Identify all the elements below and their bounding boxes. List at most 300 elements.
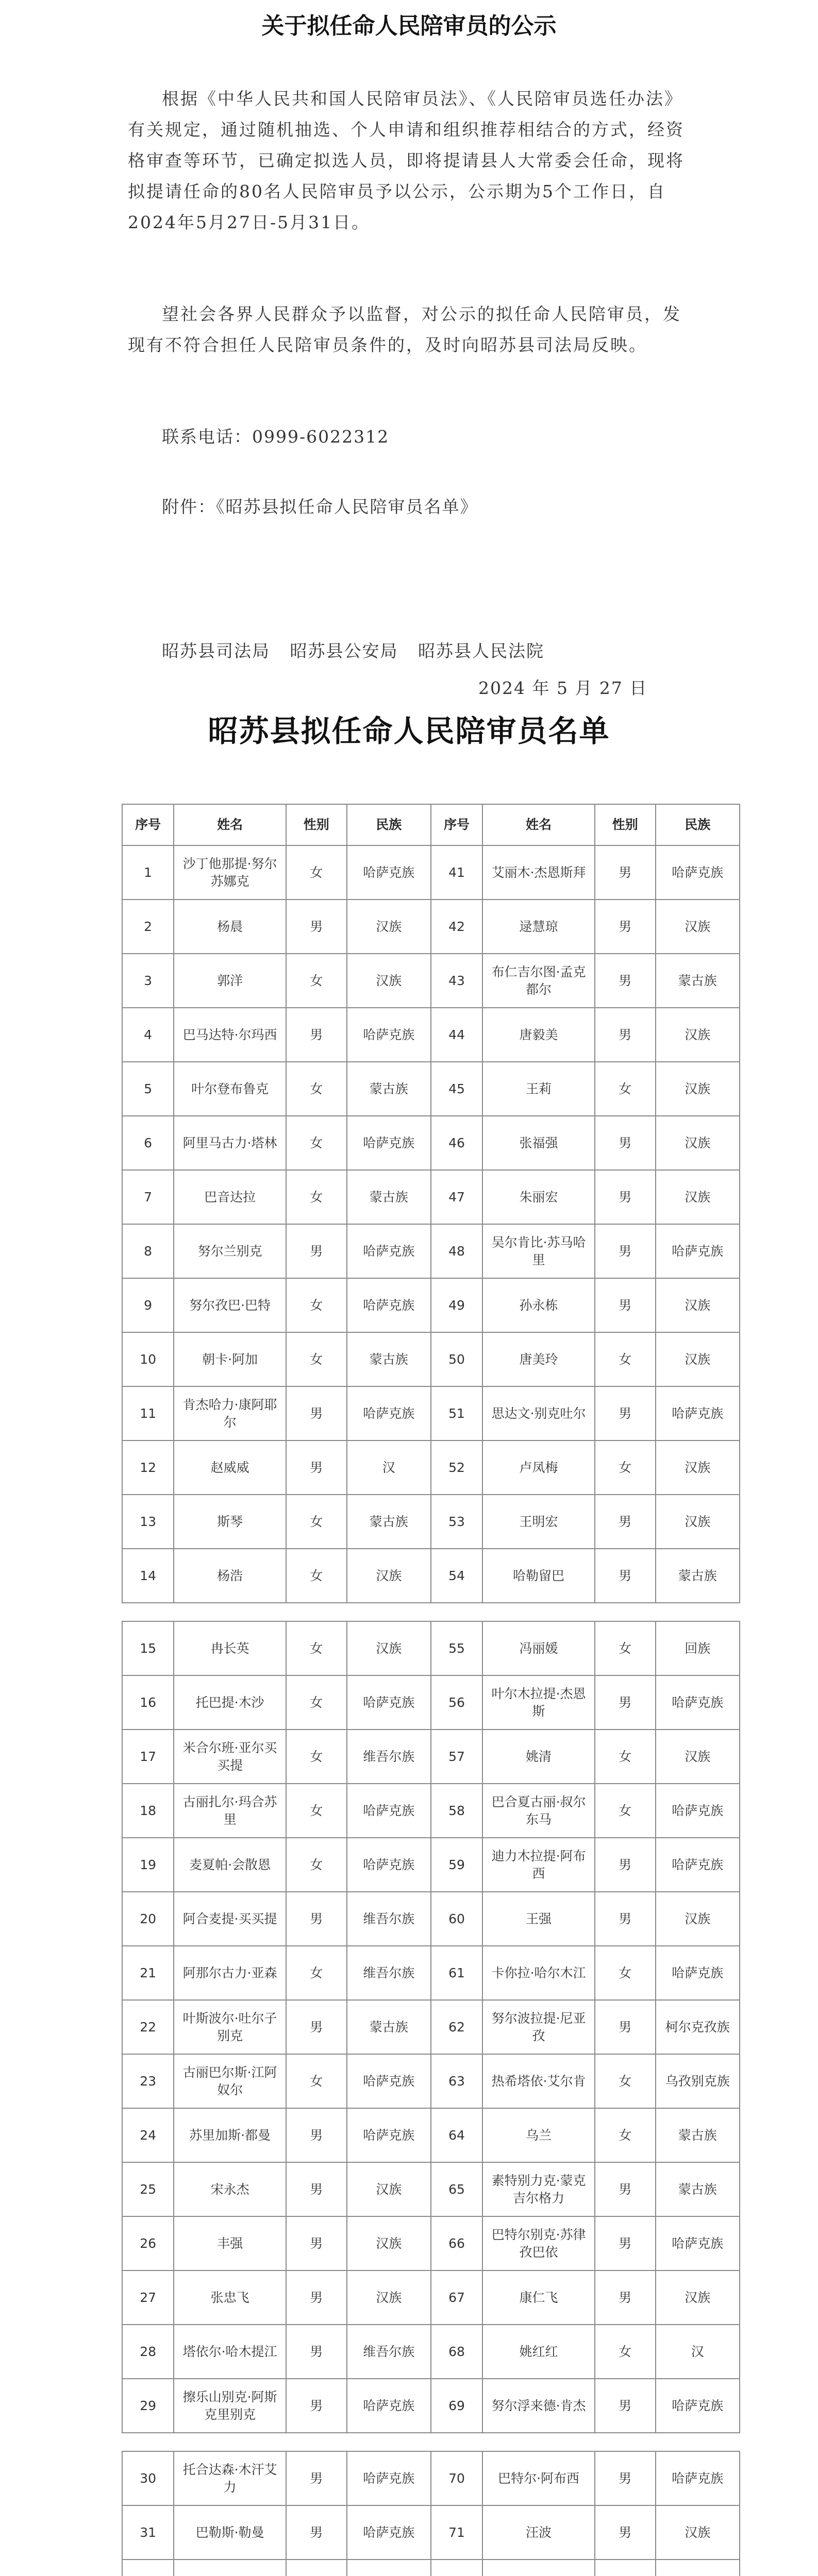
gender-cell: 男 — [595, 1892, 656, 1946]
table-row — [122, 1495, 740, 1549]
name-cell: 努尔孜巴·巴特 — [174, 1278, 286, 1332]
name-cell: 唐美玲 — [482, 1332, 595, 1386]
ethnicity-cell — [656, 2560, 740, 2576]
ethnicity-cell: 汉族 — [656, 1170, 740, 1224]
gender-cell: 女 — [595, 1440, 656, 1495]
gender-cell: 女 — [286, 1170, 347, 1224]
name-cell: 乌兰 — [482, 2108, 595, 2162]
name-cell: 康仁飞 — [482, 2270, 595, 2325]
seq-cell: 47 — [431, 1170, 482, 1224]
gender-cell: 女 — [286, 1675, 347, 1730]
header-cell: 性别 — [286, 804, 347, 845]
ethnicity-cell: 哈萨克族 — [656, 1838, 740, 1892]
seq-cell: 70 — [431, 2451, 482, 2505]
ethnicity-cell: 哈萨克族 — [347, 1784, 431, 1838]
seq-cell: 24 — [122, 2108, 174, 2162]
name-cell: 卢凤梅 — [482, 1440, 595, 1495]
ethnicity-cell: 蒙古族 — [347, 2000, 431, 2054]
gender-cell: 男 — [595, 1116, 656, 1170]
name-cell: 沙丁他那提·努尔苏娜克 — [174, 845, 286, 900]
ethnicity-cell: 汉族 — [656, 1008, 740, 1062]
table-row — [122, 1892, 740, 1946]
name-cell: 叶尔木拉提·杰恩斯 — [482, 1675, 595, 1730]
name-cell: 托巴提·木沙 — [174, 1675, 286, 1730]
gender-cell: 女 — [286, 1116, 347, 1170]
gender-cell: 女 — [595, 1332, 656, 1386]
name-cell: 孙永栋 — [482, 1278, 595, 1332]
gender-cell: 男 — [286, 2325, 347, 2379]
seq-cell: 43 — [431, 954, 482, 1008]
ethnicity-cell: 汉族 — [656, 1062, 740, 1116]
notice-paragraph-1: 根据《中华人民共和国人民陪审员法》、《人民陪审员选任办法》有关规定，通过随机抽选、个人申请和组织推荐相结合的方式，经资格审查等环节，已确定拟选人员，即将提请县人大常委会任命，现将拟提请任命的80名人民陪审员予以公示，公示期为5个工作日，自2024年5月27日-5月31日。 — [128, 89, 685, 232]
name-cell: 努尔兰别克 — [174, 1224, 286, 1278]
seq-cell: 10 — [122, 1332, 174, 1386]
gender-cell: 男 — [595, 2451, 656, 2505]
gender-cell: 男 — [595, 1170, 656, 1224]
gender-cell: 女 — [286, 1278, 347, 1332]
header-cell: 民族 — [656, 804, 740, 845]
seq-cell: 68 — [431, 2325, 482, 2379]
gender-cell: 男 — [595, 845, 656, 900]
ethnicity-cell: 汉族 — [656, 2505, 740, 2560]
gender-cell: 男 — [286, 2216, 347, 2270]
ethnicity-cell: 汉族 — [656, 1892, 740, 1946]
seq-cell: 48 — [431, 1224, 482, 1278]
gender-cell: 男 — [595, 1549, 656, 1603]
name-cell: 冯丽媛 — [482, 1621, 595, 1675]
seq-cell: 56 — [431, 1675, 482, 1730]
name-cell: 张福强 — [482, 1116, 595, 1170]
table-row — [122, 2505, 740, 2560]
page-break-spacer — [122, 2433, 740, 2451]
ethnicity-cell: 哈萨克族 — [347, 1224, 431, 1278]
ethnicity-cell: 哈萨克族 — [347, 845, 431, 900]
table-row — [122, 1549, 740, 1603]
name-cell: 巴特尔别克·苏律孜巴依 — [482, 2216, 595, 2270]
page-break-gap — [122, 1603, 740, 1621]
name-cell: 古丽巴尔斯·江阿奴尔 — [174, 2054, 286, 2108]
seq-cell: 16 — [122, 1675, 174, 1730]
seq-cell: 66 — [431, 2216, 482, 2270]
gender-cell: 女 — [595, 1946, 656, 2000]
list-title: 昭苏县拟任命人民陪审员名单 — [208, 714, 610, 749]
table-row — [122, 1062, 740, 1116]
table-row — [122, 1386, 740, 1440]
seq-cell: 5 — [122, 1062, 174, 1116]
name-cell: 阿合麦提·买买提 — [174, 1892, 286, 1946]
seq-cell: 15 — [122, 1621, 174, 1675]
seq-cell: 26 — [122, 2216, 174, 2270]
ethnicity-cell: 汉族 — [347, 2216, 431, 2270]
seq-cell: 17 — [122, 1730, 174, 1784]
seq-cell: 51 — [431, 1386, 482, 1440]
name-cell: 唐毅美 — [482, 1008, 595, 1062]
seq-cell: 41 — [431, 845, 482, 900]
gender-cell: 男 — [286, 2270, 347, 2325]
gender-cell: 女 — [286, 1946, 347, 2000]
gender-cell: 男 — [595, 1008, 656, 1062]
ethnicity-cell: 哈萨克族 — [656, 1675, 740, 1730]
name-cell: 叶斯波尔·吐尔子别克 — [174, 2000, 286, 2054]
seq-cell: 14 — [122, 1549, 174, 1603]
seq-cell: 52 — [431, 1440, 482, 1495]
ethnicity-cell: 哈萨克族 — [347, 2505, 431, 2560]
ethnicity-cell: 汉族 — [656, 1730, 740, 1784]
gender-cell: 男 — [595, 1386, 656, 1440]
name-cell: 肯杰哈力·康阿耶尔 — [174, 1386, 286, 1440]
gender-cell: 男 — [286, 1386, 347, 1440]
table-row — [122, 2451, 740, 2505]
ethnicity-cell: 哈萨克族 — [347, 2054, 431, 2108]
page-break-gap — [122, 2433, 740, 2451]
gender-cell: 女 — [286, 1062, 347, 1116]
ethnicity-cell: 哈萨克族 — [347, 2108, 431, 2162]
table-row — [122, 900, 740, 954]
seq-cell: 2 — [122, 900, 174, 954]
seq-cell: 54 — [431, 1549, 482, 1603]
ethnicity-cell: 哈萨克族 — [347, 1838, 431, 1892]
name-cell: 杨晨 — [174, 900, 286, 954]
notice-paragraph-2: 望社会各界人民群众予以监督，对公示的拟任命人民陪审员，发现有不符合担任人民陪审员条件的，及时向昭苏县司法局反映。 — [128, 304, 681, 355]
ethnicity-cell: 汉族 — [347, 1621, 431, 1675]
header-cell: 姓名 — [482, 804, 595, 845]
seq-cell: 20 — [122, 1892, 174, 1946]
seq-cell: 21 — [122, 1946, 174, 2000]
table-row — [122, 2270, 740, 2325]
name-cell: 巴合夏古丽·叔尔东马 — [482, 1784, 595, 1838]
ethnicity-cell: 汉 — [347, 1440, 431, 1495]
name-cell: 丰强 — [174, 2216, 286, 2270]
ethnicity-cell: 蒙古族 — [656, 2108, 740, 2162]
seq-cell: 18 — [122, 1784, 174, 1838]
seq-cell: 42 — [431, 900, 482, 954]
gender-cell — [595, 2560, 656, 2576]
ethnicity-cell: 蒙古族 — [656, 1549, 740, 1603]
gender-cell: 男 — [286, 2108, 347, 2162]
header-cell: 性别 — [595, 804, 656, 845]
seq-cell: 13 — [122, 1495, 174, 1549]
ethnicity-cell: 哈萨克族 — [347, 2451, 431, 2505]
gender-cell: 女 — [286, 2054, 347, 2108]
ethnicity-cell: 柯尔克孜族 — [656, 2000, 740, 2054]
gender-cell: 男 — [595, 2270, 656, 2325]
name-cell: 哈勒留巴 — [482, 1549, 595, 1603]
gender-cell: 男 — [595, 900, 656, 954]
gender-cell: 女 — [595, 2054, 656, 2108]
ethnicity-cell: 哈萨克族 — [347, 1386, 431, 1440]
gender-cell: 男 — [286, 2505, 347, 2560]
table-row — [122, 2560, 740, 2576]
name-cell: 斯琴 — [174, 1495, 286, 1549]
ethnicity-cell: 汉族 — [656, 1440, 740, 1495]
header-cell: 姓名 — [174, 804, 286, 845]
seq-cell: 45 — [431, 1062, 482, 1116]
table-row — [122, 1116, 740, 1170]
table-row — [122, 2379, 740, 2433]
ethnicity-cell: 蒙古族 — [347, 1332, 431, 1386]
seq-cell: 8 — [122, 1224, 174, 1278]
seq-cell: 30 — [122, 2451, 174, 2505]
seq-cell: 7 — [122, 1170, 174, 1224]
gender-cell: 男 — [595, 1495, 656, 1549]
seq-cell: 29 — [122, 2379, 174, 2433]
table-row — [122, 1621, 740, 1675]
ethnicity-cell: 哈萨克族 — [347, 1675, 431, 1730]
ethnicity-cell: 哈萨克族 — [656, 1946, 740, 2000]
name-cell: 王莉 — [482, 1062, 595, 1116]
gender-cell: 女 — [286, 1621, 347, 1675]
ethnicity-cell: 蒙古族 — [656, 954, 740, 1008]
seq-cell: 49 — [431, 1278, 482, 1332]
gender-cell: 女 — [595, 1062, 656, 1116]
table-row — [122, 1784, 740, 1838]
name-cell: 冉长英 — [174, 1621, 286, 1675]
seq-cell: 58 — [431, 1784, 482, 1838]
name-cell: 迪力木拉提·阿布西 — [482, 1838, 595, 1892]
ethnicity-cell: 哈萨克族 — [656, 2451, 740, 2505]
seq-cell: 50 — [431, 1332, 482, 1386]
table-row — [122, 954, 740, 1008]
seq-cell: 19 — [122, 1838, 174, 1892]
name-cell: 古丽扎尔·玛合苏里 — [174, 1784, 286, 1838]
gender-cell: 女 — [595, 1730, 656, 1784]
name-cell: 苏里加斯·都曼 — [174, 2108, 286, 2162]
ethnicity-cell: 汉族 — [656, 2270, 740, 2325]
name-cell: 王明宏 — [482, 1495, 595, 1549]
ethnicity-cell: 哈萨克族 — [347, 1278, 431, 1332]
header-cell: 序号 — [122, 804, 174, 845]
name-cell: 叶尔登布鲁克 — [174, 1062, 286, 1116]
ethnicity-cell: 蒙古族 — [347, 1170, 431, 1224]
gender-cell: 男 — [595, 954, 656, 1008]
table-row — [122, 1278, 740, 1332]
gender-cell: 女 — [286, 1549, 347, 1603]
seq-cell: 69 — [431, 2379, 482, 2433]
table-row — [122, 2054, 740, 2108]
seq-cell: 57 — [431, 1730, 482, 1784]
table-row — [122, 1008, 740, 1062]
ethnicity-cell: 汉族 — [347, 2270, 431, 2325]
seq-cell: 71 — [431, 2505, 482, 2560]
name-cell: 姚清 — [482, 1730, 595, 1784]
seq-cell: 67 — [431, 2270, 482, 2325]
ethnicity-cell: 汉 — [656, 2325, 740, 2379]
name-cell: 阿那尔古力·亚森 — [174, 1946, 286, 2000]
name-cell: 杨浩 — [174, 1549, 286, 1603]
contact-phone: 联系电话：0999-6022312 — [162, 427, 390, 447]
seq-cell: 53 — [431, 1495, 482, 1549]
name-cell: 郭洋 — [174, 954, 286, 1008]
ethnicity-cell: 维吾尔族 — [347, 1892, 431, 1946]
seq-cell: 60 — [431, 1892, 482, 1946]
ethnicity-cell — [347, 2560, 431, 2576]
ethnicity-cell: 汉族 — [656, 1495, 740, 1549]
name-cell: 卡你拉·哈尔木江 — [482, 1946, 595, 2000]
gender-cell: 男 — [286, 2162, 347, 2216]
ethnicity-cell: 蒙古族 — [656, 2162, 740, 2216]
ethnicity-cell: 汉族 — [347, 954, 431, 1008]
ethnicity-cell: 哈萨克族 — [347, 1008, 431, 1062]
name-cell: 阿里马古力·塔林 — [174, 1116, 286, 1170]
name-cell: 布仁吉尔图·孟克都尔 — [482, 954, 595, 1008]
gender-cell: 男 — [286, 1892, 347, 1946]
seq-cell: 59 — [431, 1838, 482, 1892]
juror-roster-table — [122, 804, 740, 2576]
seq-cell: 31 — [122, 2505, 174, 2560]
issuing-agencies: 昭苏县司法局 昭苏县公安局 昭苏县人民法院 — [162, 641, 544, 661]
name-cell: 托合达森·木汗艾力 — [174, 2451, 286, 2505]
notice-title: 关于拟任命人民陪审员的公示 — [261, 13, 557, 39]
ethnicity-cell: 维吾尔族 — [347, 1946, 431, 2000]
seq-cell: 64 — [431, 2108, 482, 2162]
ethnicity-cell: 哈萨克族 — [347, 1116, 431, 1170]
gender-cell: 男 — [286, 1008, 347, 1062]
name-cell: 逯慧琼 — [482, 900, 595, 954]
gender-cell: 女 — [286, 1332, 347, 1386]
ethnicity-cell: 哈萨克族 — [656, 845, 740, 900]
gender-cell: 女 — [595, 2108, 656, 2162]
ethnicity-cell: 哈萨克族 — [656, 2216, 740, 2270]
gender-cell: 男 — [595, 1675, 656, 1730]
page-break-spacer — [122, 1603, 740, 1621]
seq-cell: 1 — [122, 845, 174, 900]
ethnicity-cell: 哈萨克族 — [347, 2379, 431, 2433]
ethnicity-cell: 蒙古族 — [347, 1495, 431, 1549]
table-row — [122, 1730, 740, 1784]
name-cell: 吴尔肯比·苏马哈里 — [482, 1224, 595, 1278]
ethnicity-cell: 哈萨克族 — [656, 1784, 740, 1838]
name-cell: 努尔波拉提·尼亚孜 — [482, 2000, 595, 2054]
name-cell: 思达文·别克吐尔 — [482, 1386, 595, 1440]
table-row — [122, 1224, 740, 1278]
name-cell: 朱丽宏 — [482, 1170, 595, 1224]
seq-cell: 46 — [431, 1116, 482, 1170]
gender-cell — [286, 2560, 347, 2576]
name-cell: 汪波 — [482, 2505, 595, 2560]
header-cell: 民族 — [347, 804, 431, 845]
seq-cell: 12 — [122, 1440, 174, 1495]
gender-cell: 女 — [286, 954, 347, 1008]
table-row — [122, 1946, 740, 2000]
seq-cell: 28 — [122, 2325, 174, 2379]
ethnicity-cell: 哈萨克族 — [656, 1386, 740, 1440]
seq-cell — [431, 2560, 482, 2576]
seq-cell: 25 — [122, 2162, 174, 2216]
seq-cell: 44 — [431, 1008, 482, 1062]
name-cell: 巴特尔·阿布西 — [482, 2451, 595, 2505]
ethnicity-cell: 维吾尔族 — [347, 1730, 431, 1784]
ethnicity-cell: 哈萨克族 — [656, 2379, 740, 2433]
table-row — [122, 1332, 740, 1386]
name-cell: 姚红红 — [482, 2325, 595, 2379]
seq-cell: 65 — [431, 2162, 482, 2216]
ethnicity-cell: 汉族 — [656, 1332, 740, 1386]
gender-cell: 男 — [286, 1440, 347, 1495]
table-row — [122, 2108, 740, 2162]
table-row — [122, 2162, 740, 2216]
name-cell — [482, 2560, 595, 2576]
name-cell: 素特别力克·蒙克吉尔格力 — [482, 2162, 595, 2216]
table-row — [122, 2216, 740, 2270]
table-row — [122, 845, 740, 900]
name-cell: 擦乐山别克·阿斯克里别克 — [174, 2379, 286, 2433]
seq-cell: 23 — [122, 2054, 174, 2108]
gender-cell: 男 — [286, 2451, 347, 2505]
gender-cell: 男 — [595, 1278, 656, 1332]
gender-cell: 女 — [595, 1621, 656, 1675]
gender-cell: 男 — [595, 1224, 656, 1278]
gender-cell: 女 — [286, 1495, 347, 1549]
table-row — [122, 1838, 740, 1892]
name-cell: 艾丽木·杰恩斯拜 — [482, 845, 595, 900]
gender-cell: 男 — [286, 900, 347, 954]
name-cell: 热希塔依·艾尔肯 — [482, 2054, 595, 2108]
name-cell: 朝卡·阿加 — [174, 1332, 286, 1386]
gender-cell: 女 — [286, 845, 347, 900]
ethnicity-cell: 汉族 — [347, 1549, 431, 1603]
ethnicity-cell: 汉族 — [347, 2162, 431, 2216]
table-row — [122, 1440, 740, 1495]
notice-date: 2024 年 5 月 27 日 — [478, 678, 648, 698]
seq-cell: 55 — [431, 1621, 482, 1675]
name-cell: 张忠飞 — [174, 2270, 286, 2325]
table-row — [122, 1170, 740, 1224]
gender-cell: 男 — [286, 2000, 347, 2054]
gender-cell: 女 — [595, 2325, 656, 2379]
name-cell — [174, 2560, 286, 2576]
seq-cell: 62 — [431, 2000, 482, 2054]
seq-cell: 9 — [122, 1278, 174, 1332]
gender-cell: 男 — [595, 2162, 656, 2216]
seq-cell: 11 — [122, 1386, 174, 1440]
seq-cell: 61 — [431, 1946, 482, 2000]
gender-cell: 女 — [286, 1784, 347, 1838]
ethnicity-cell: 维吾尔族 — [347, 2325, 431, 2379]
name-cell: 巴勒斯·勒曼 — [174, 2505, 286, 2560]
gender-cell: 女 — [286, 1730, 347, 1784]
header-cell: 序号 — [431, 804, 482, 845]
table-row — [122, 1675, 740, 1730]
seq-cell: 3 — [122, 954, 174, 1008]
name-cell: 努尔浮来德·肯杰 — [482, 2379, 595, 2433]
seq-cell: 4 — [122, 1008, 174, 1062]
gender-cell: 男 — [286, 1224, 347, 1278]
seq-cell: 27 — [122, 2270, 174, 2325]
gender-cell: 女 — [286, 1838, 347, 1892]
table-row — [122, 2325, 740, 2379]
table-header-row — [122, 804, 740, 845]
gender-cell: 男 — [595, 2505, 656, 2560]
ethnicity-cell: 乌孜别克族 — [656, 2054, 740, 2108]
ethnicity-cell: 汉族 — [656, 1278, 740, 1332]
ethnicity-cell: 汉族 — [656, 900, 740, 954]
name-cell: 宋永杰 — [174, 2162, 286, 2216]
ethnicity-cell: 汉族 — [347, 900, 431, 954]
name-cell: 巴音达拉 — [174, 1170, 286, 1224]
name-cell: 塔依尔·哈木提江 — [174, 2325, 286, 2379]
seq-cell: 6 — [122, 1116, 174, 1170]
gender-cell: 男 — [595, 2379, 656, 2433]
ethnicity-cell: 蒙古族 — [347, 1062, 431, 1116]
gender-cell: 男 — [595, 2000, 656, 2054]
ethnicity-cell: 哈萨克族 — [656, 1224, 740, 1278]
name-cell: 王强 — [482, 1892, 595, 1946]
seq-cell — [122, 2560, 174, 2576]
ethnicity-cell: 汉族 — [656, 1116, 740, 1170]
gender-cell: 女 — [595, 1784, 656, 1838]
name-cell: 米合尔班·亚尔买买提 — [174, 1730, 286, 1784]
gender-cell: 男 — [286, 2379, 347, 2433]
